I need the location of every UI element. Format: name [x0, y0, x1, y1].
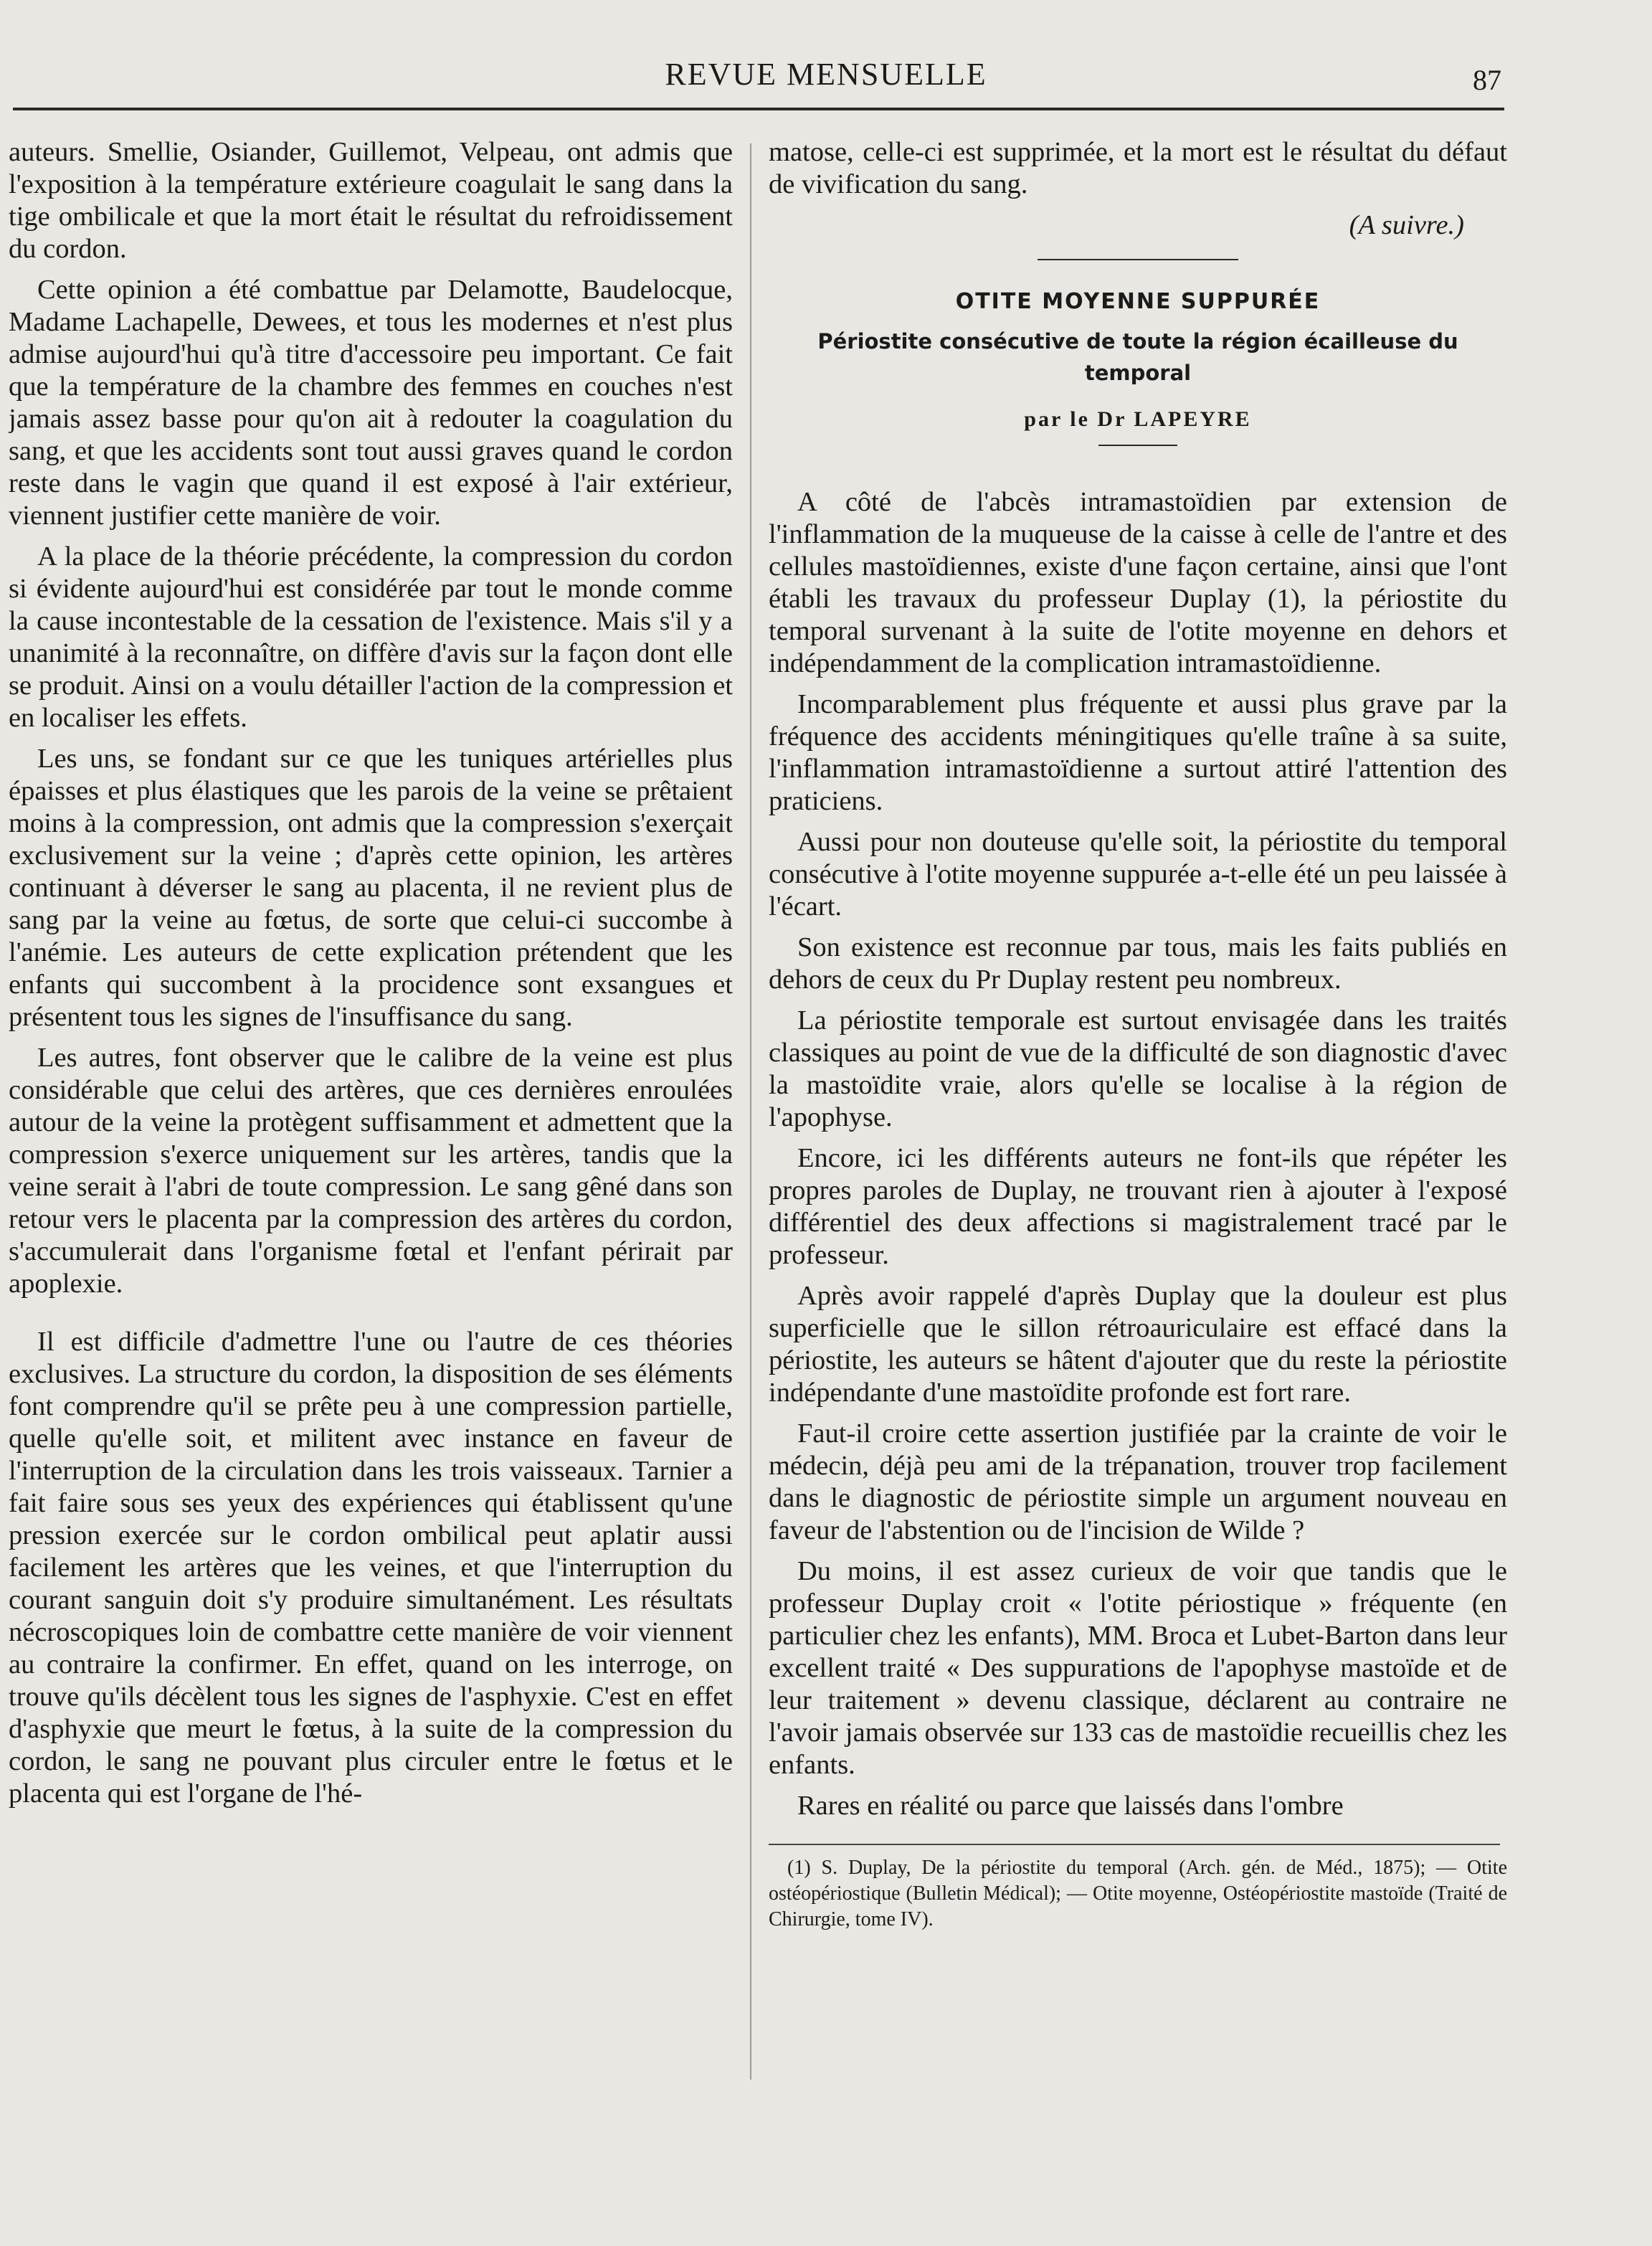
left-column [9, 136, 733, 2130]
paragraph: Faut-il croire cette assertion justifiée par la crainte de voir le médecin, déjà peu ami de la trépanation, trouver trop facilement dans le diagnostic de périostite simple un argument nouveau en faveur de l'abstention ou de l'incision de Wilde ? [769, 1418, 1507, 1545]
paragraph: Du moins, il est assez curieux de voir que tandis que le professeur Duplay croit « l'otite périostique » fréquente (en particulier chez les enfants), MM. Broca et Lubet-Barton dans leur excellent traité « Des suppurations de l'apophyse mastoïde et de leur traitement » devenu classique, déclarent au contraire ne l'avoir jamais observée sur 133 cas de mastoïdie recueillis chez les enfants. [769, 1556, 1507, 1780]
paragraph: auteurs. Smellie, Osiander, Guillemot, Velpeau, ont admis que l'exposition à la température extérieure coagulait le sang dans la tige ombilicale et que la mort était le résultat du refroidissement du cordon. [9, 137, 733, 264]
paragraph: Encore, ici les différents auteurs ne font-ils que répéter les propres paroles de Duplay, ne trouvant rien à ajouter à l'exposé différentiel des deux affections si magistralement tracé par le professeur. [769, 1143, 1507, 1270]
paragraph: Les autres, font observer que le calibre de la veine est plus considérable que celui des artères, que ces dernières enroulées autour de la veine la protègent suffisamment et admettent que la compression s'exerce uniquement sur les artères, tandis que la veine serait à l'abri de toute compression. Le sang gêné dans son retour vers le placenta par la compression des artères du cordon, s'accumulerait dans l'organisme fœtal et l'enfant périrait par apoplexie. [9, 1043, 733, 1299]
continuation-paragraph: matose, celle-ci est supprimée, et la mort est le résultat du défaut de vivification du sang. [769, 137, 1507, 199]
right-column [769, 136, 1507, 2130]
paragraph: A la place de la théorie précédente, la compression du cordon si évidente aujourd'hui est considérée par tout le monde comme la cause incontestable de la cessation de l'existence. Mais s'il y a unanimité à la reconnaître, on diffère d'avis sur la façon dont elle se produit. Ainsi on a voulu détailler l'action de la compression et en localiser les effets. [9, 541, 733, 733]
paragraph: Les uns, se fondant sur ce que les tuniques artérielles plus épaisses et plus élastiques que les parois de la veine se prêtaient moins à la compression, ont admis que la compression s'exerçait exclusivement sur la veine ; d'après cette opinion, les artères continuant à déverser le sang au placenta, il ne revient plus de sang par la veine au fœtus, de sorte que celui-ci succombe à l'anémie. Les auteurs de cette explication prétendent que les enfants qui succombent à la procidence sont exsangues et présentent tous les signes de l'insuffisance du sang. [9, 744, 733, 1032]
article-subtitle: Périostite consécutive de toute la région écailleuse du temporal [817, 329, 1458, 385]
section-rule [1038, 259, 1238, 260]
header-rule [13, 108, 1504, 110]
footnote-rule [769, 1844, 1500, 1845]
paragraph: Aussi pour non douteuse qu'elle soit, la périostite du temporal consécutive à l'otite moyenne suppurée a-t-elle été un peu laissée à l'écart. [769, 827, 1507, 921]
running-title: REVUE MENSUELLE [665, 57, 987, 92]
paragraph: Son existence est reconnue par tous, mais les faits publiés en dehors de ceux du Pr Duplay restent peu nombreux. [769, 932, 1507, 995]
to-be-continued: (A suivre.) [1349, 210, 1464, 240]
byline-rule [1098, 445, 1177, 446]
paragraph: La périostite temporale est surtout envisagée dans les traités classiques au point de vue de la difficulté de son diagnostic d'avec la mastoïdite vraie, alors qu'elle se localise à la région de l'apophyse. [769, 1005, 1507, 1132]
paragraph: Il est difficile d'admettre l'une ou l'autre de ces théories exclusives. La structure du cordon, la disposition de ses éléments font comprendre qu'il se prête peu à une compression partielle, quelle qu'elle soit, et militent avec instance en faveur de l'interruption de la circulation dans les trois vaisseaux. Tarnier a fait faire sous ses yeux des expériences qui établissent qu'une pression exercée sur le cordon ombilical peut aplatir aussi facilement les artères que les veines, et que l'interruption du courant sanguin doit s'y produire simultanément. Les résultats nécroscopiques loin de combattre cette manière de voir viennent au contraire la confirmer. En effet, quand on les interroge, on trouve qu'ils décèlent tous les signes de l'asphyxie. C'est en effet d'asphyxie que meurt le fœtus, à la suite de la compression du cordon, le sang ne pouvant plus circuler entre le fœtus et le placenta qui est l'organe de l'hé- [9, 1327, 733, 1809]
paragraph: Rares en réalité ou parce que laissés dans l'ombre [797, 1791, 1344, 1821]
article-byline: par le Dr LAPEYRE [1024, 407, 1252, 431]
article-title: OTITE MOYENNE SUPPURÉE [955, 289, 1321, 314]
paragraph: Cette opinion a été combattue par Delamotte, Baudelocque, Madame Lachapelle, Dewees, et tous les modernes et n'est plus admise aujourd'hui qu'à titre d'accessoire peu important. Ce fait que la température de la chambre des femmes en couches n'est jamais assez basse pour qu'on ait à redouter la coagulation du sang, et que les accidents sont tout aussi graves quand le cordon reste dans le vagin que quand il est exposé à l'air extérieur, viennent justifier cette manière de voir. [9, 275, 733, 531]
column-divider [750, 143, 751, 2080]
page-number: 87 [1473, 64, 1501, 96]
paragraph: Incomparablement plus fréquente et aussi plus grave par la fréquence des accidents méningitiques qu'elle traîne à sa suite, l'inflammation intramastoïdienne a surtout attiré l'attention des praticiens. [769, 689, 1507, 816]
page-header [0, 0, 1652, 115]
paragraph: A côté de l'abcès intramastoïdien par extension de l'inflammation de la muqueuse de la caisse à celle de l'antre et des cellules mastoïdiennes, existe d'une façon certaine, ainsi que l'ont établi les travaux du professeur Duplay (1), la périostite du temporal survenant à la suite de l'otite moyenne en dehors et indépendamment de la complication intramastoïdienne. [769, 487, 1507, 678]
paragraph: Après avoir rappelé d'après Duplay que la douleur est plus superficielle que le sillon rétroauriculaire est effacé dans la périostite, les auteurs se hâtent d'ajouter que du reste la périostite indépendante d'une mastoïdite profonde est fort rare. [769, 1281, 1507, 1408]
footnote: (1) S. Duplay, De la périostite du temporal (Arch. gén. de Méd., 1875); — Otite ostéopériostique (Bulletin Médical); — Otite moyenne, Ostéopériostite mastoïde (Traité de Chirurgie, tome IV). [769, 1857, 1507, 1930]
